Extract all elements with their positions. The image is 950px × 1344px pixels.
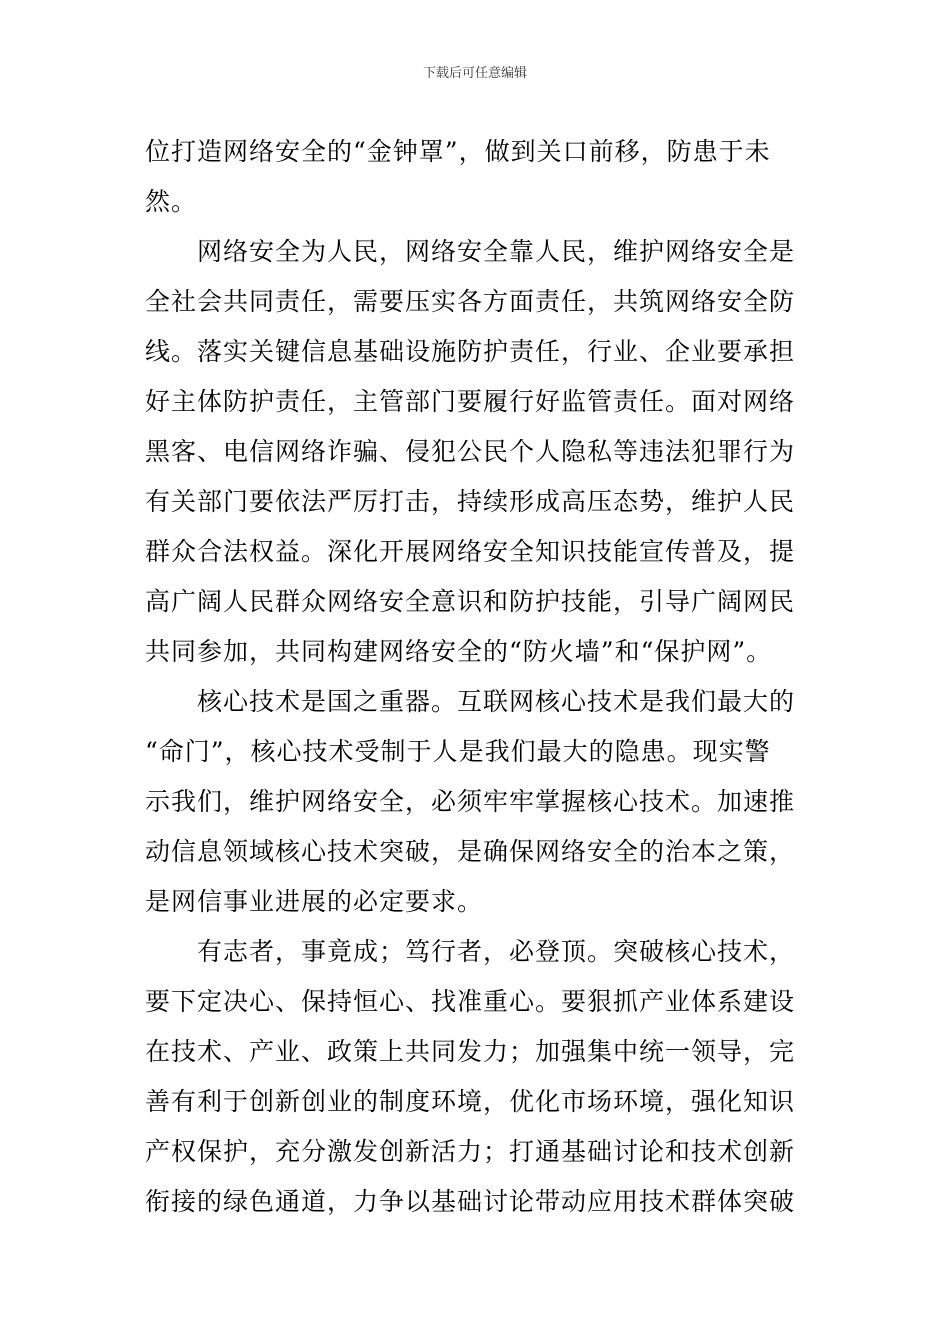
text-line: 有志者，事竟成；笃行者，必登顶。突破核心技术， [145,937,796,966]
text-line: 全社会共同责任，需要压实各方面责任，共筑网络安全防 [145,287,796,316]
text-line: 衔接的绿色通道，力争以基础讨论带动应用技术群体突破 [145,1187,796,1216]
text-line: 高广阔人民群众网络安全意识和防护技能，引导广阔网民 [145,587,796,616]
text-line: 在技术、产业、政策上共同发力；加强集中统一领导，完 [145,1037,796,1066]
text-line: 好主体防护责任，主管部门要履行好监管责任。面对网络 [145,387,796,416]
text-line: 黑客、电信网络诈骗、侵犯公民个人隐私等违法犯罪行为 [145,437,796,466]
text-line: 是网信事业进展的必定要求。 [145,887,484,916]
text-line: 位打造网络安全的“金钟罩”，做到关口前移，防患于未 [145,137,771,166]
text-line: 共同参加，共同构建网络安全的“防火墙”和“保护网”。 [145,637,773,666]
text-line: 核心技术是国之重器。互联网核心技术是我们最大的 [145,687,796,716]
page-header: 下载后可任意编辑 [422,66,527,81]
text-line: 有关部门要依法严厉打击，持续形成高压态势，维护人民 [145,487,796,516]
text-line: 线。落实关键信息基础设施防护责任，行业、企业要承担 [145,337,796,366]
text-line: 群众合法权益。深化开展网络安全知识技能宣传普及，提 [145,537,796,566]
text-line: 产权保护，充分激发创新活力；打通基础讨论和技术创新 [145,1137,796,1166]
text-line: 然。 [145,187,198,216]
text-line: 示我们，维护网络安全，必须牢牢掌握核心技术。加速推 [145,787,796,816]
text-line: 善有利于创新创业的制度环境，优化市场环境，强化知识 [145,1087,796,1116]
text-line: “命门”，核心技术受制于人是我们最大的隐患。现实警 [145,737,771,766]
text-line: 动信息领域核心技术突破，是确保网络安全的治本之策， [145,837,796,866]
text-line: 要下定决心、保持恒心、找准重心。要狠抓产业体系建设 [145,987,796,1016]
text-line: 网络安全为人民，网络安全靠人民，维护网络安全是 [145,237,796,266]
document-body [145,127,810,1227]
